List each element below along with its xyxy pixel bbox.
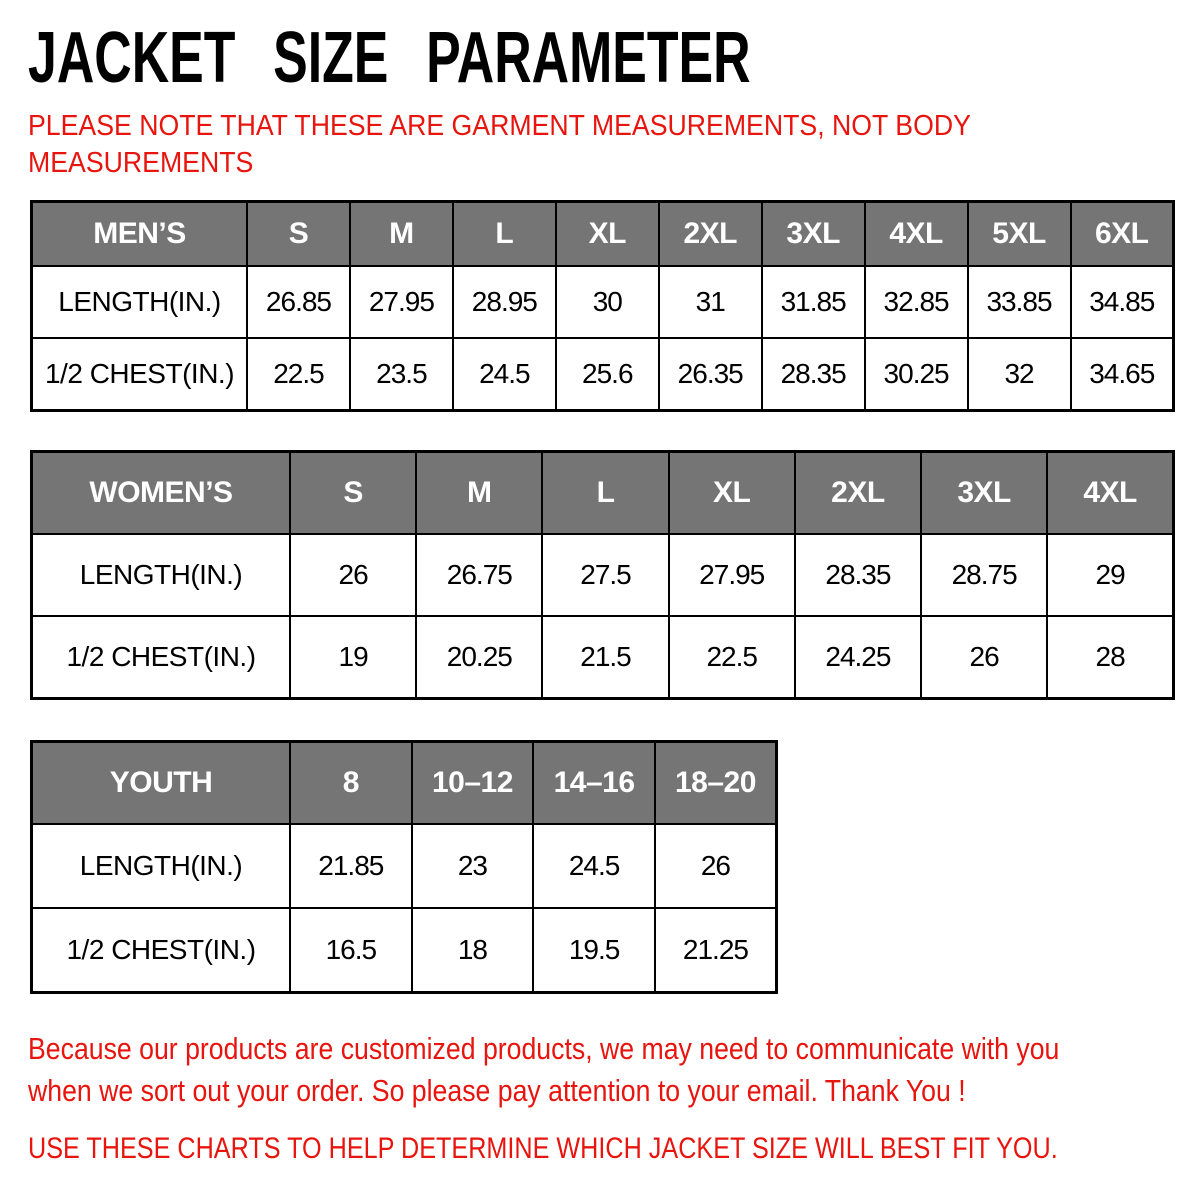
measurement-value-cell: 20.25 <box>416 616 542 699</box>
size-column-header: 4XL <box>865 202 968 267</box>
size-column-header: 2XL <box>659 202 762 267</box>
measurement-value-cell: 27.5 <box>542 534 668 616</box>
measurement-value-cell: 23 <box>412 824 534 908</box>
row-label-cell: LENGTH(IN.) <box>32 534 291 616</box>
measurement-value-cell: 19 <box>290 616 416 699</box>
size-column-header: 8 <box>290 742 412 825</box>
size-column-header: 4XL <box>1047 452 1173 535</box>
size-column-header: 2XL <box>795 452 921 535</box>
size-column-header: 5XL <box>968 202 1071 267</box>
size-column-header: 3XL <box>921 452 1047 535</box>
size-column-header: XL <box>556 202 659 267</box>
measurement-value-cell: 28.75 <box>921 534 1047 616</box>
measurement-row <box>32 824 777 908</box>
measurement-value-cell: 21.85 <box>290 824 412 908</box>
note-line-2: MEASUREMENTS <box>28 147 254 180</box>
measurement-row <box>32 534 1174 616</box>
page-title: JACKET SIZE PARAMETER <box>28 18 751 98</box>
measurement-value-cell: 19.5 <box>533 908 655 993</box>
measurement-row <box>32 616 1174 699</box>
measurement-value-cell: 29 <box>1047 534 1173 616</box>
garment-measurement-note <box>28 108 971 182</box>
notice-line-2: when we sort out your order. So please pay attention to your email. Thank You ! <box>28 1072 966 1108</box>
size-column-header: M <box>416 452 542 535</box>
measurement-value-cell: 28.95 <box>453 266 556 338</box>
chart-usage-hint: USE THESE CHARTS TO HELP DETERMINE WHICH JACKET SIZE WILL BEST FIT YOU. <box>28 1132 1058 1165</box>
measurement-value-cell: 24.25 <box>795 616 921 699</box>
measurement-value-cell: 18 <box>412 908 534 993</box>
measurement-value-cell: 26.85 <box>247 266 350 338</box>
size-column-header: 10–12 <box>412 742 534 825</box>
mens-size-table <box>30 200 1175 412</box>
row-label-cell: 1/2 CHEST(IN.) <box>32 616 291 699</box>
measurement-value-cell: 26 <box>290 534 416 616</box>
measurement-value-cell: 26 <box>921 616 1047 699</box>
size-column-header: 6XL <box>1071 202 1174 267</box>
measurement-value-cell: 30 <box>556 266 659 338</box>
measurement-value-cell: 24.5 <box>453 338 556 411</box>
measurement-value-cell: 26 <box>655 824 777 908</box>
measurement-value-cell: 28.35 <box>762 338 865 411</box>
size-header-row <box>32 742 777 825</box>
measurement-value-cell: 34.85 <box>1071 266 1174 338</box>
size-column-header: 3XL <box>762 202 865 267</box>
note-line-1: PLEASE NOTE THAT THESE ARE GARMENT MEASUREMENTS, NOT BODY <box>28 110 971 142</box>
measurement-value-cell: 22.5 <box>247 338 350 411</box>
measurement-value-cell: 16.5 <box>290 908 412 993</box>
table-title-cell: YOUTH <box>32 742 291 825</box>
notice-line-1: Because our products are customized products, we may need to communicate with you <box>28 1031 1060 1066</box>
measurement-value-cell: 27.95 <box>350 266 453 338</box>
size-column-header: XL <box>669 452 795 535</box>
measurement-value-cell: 31 <box>659 266 762 338</box>
size-column-header: 18–20 <box>655 742 777 825</box>
measurement-value-cell: 32.85 <box>865 266 968 338</box>
measurement-value-cell: 28.35 <box>795 534 921 616</box>
measurement-value-cell: 26.35 <box>659 338 762 411</box>
row-label-cell: 1/2 CHEST(IN.) <box>32 338 248 411</box>
table-title-cell: WOMEN’S <box>32 452 291 535</box>
measurement-value-cell: 33.85 <box>968 266 1071 338</box>
measurement-value-cell: 21.25 <box>655 908 777 993</box>
row-label-cell: LENGTH(IN.) <box>32 824 291 908</box>
measurement-value-cell: 34.65 <box>1071 338 1174 411</box>
measurement-value-cell: 24.5 <box>533 824 655 908</box>
size-column-header: L <box>453 202 556 267</box>
custom-order-notice <box>28 1028 1059 1112</box>
measurement-row <box>32 908 777 993</box>
measurement-value-cell: 31.85 <box>762 266 865 338</box>
measurement-value-cell: 26.75 <box>416 534 542 616</box>
measurement-value-cell: 28 <box>1047 616 1173 699</box>
womens-size-table <box>30 450 1175 700</box>
size-column-header: L <box>542 452 668 535</box>
size-column-header: S <box>247 202 350 267</box>
measurement-value-cell: 27.95 <box>669 534 795 616</box>
measurement-row <box>32 266 1174 338</box>
measurement-value-cell: 32 <box>968 338 1071 411</box>
youth-size-table <box>30 740 778 994</box>
size-column-header: M <box>350 202 453 267</box>
row-label-cell: 1/2 CHEST(IN.) <box>32 908 291 993</box>
measurement-value-cell: 23.5 <box>350 338 453 411</box>
measurement-value-cell: 30.25 <box>865 338 968 411</box>
size-column-header: S <box>290 452 416 535</box>
size-column-header: 14–16 <box>533 742 655 825</box>
measurement-value-cell: 25.6 <box>556 338 659 411</box>
measurement-value-cell: 22.5 <box>669 616 795 699</box>
table-title-cell: MEN’S <box>32 202 248 267</box>
measurement-row <box>32 338 1174 411</box>
size-header-row <box>32 202 1174 267</box>
row-label-cell: LENGTH(IN.) <box>32 266 248 338</box>
size-header-row <box>32 452 1174 535</box>
measurement-value-cell: 21.5 <box>542 616 668 699</box>
